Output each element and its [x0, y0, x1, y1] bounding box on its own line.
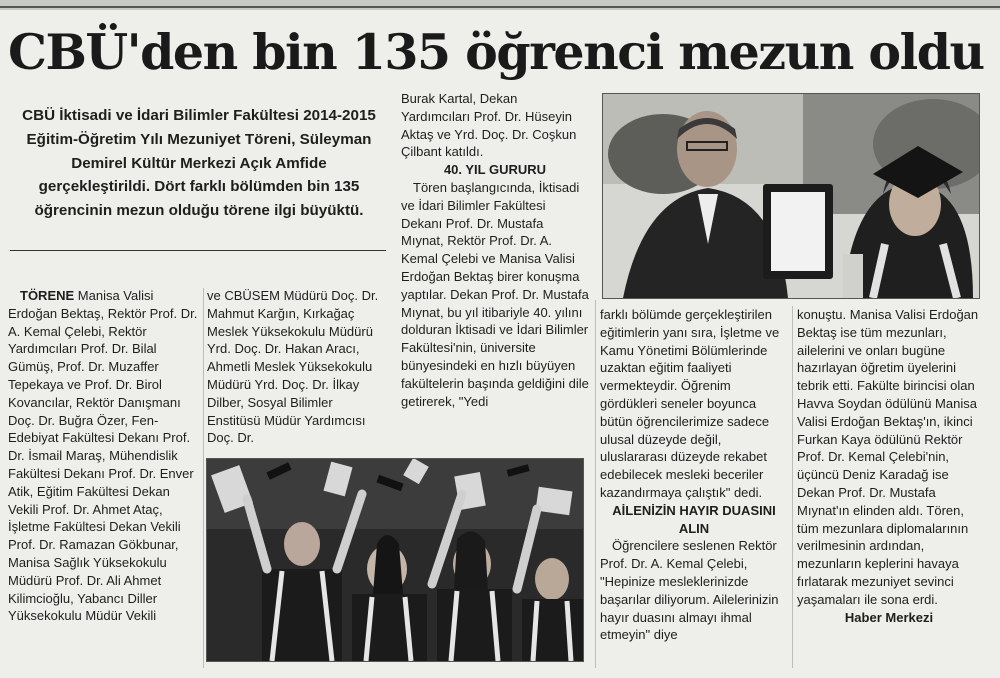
column-3-text-1: Burak Kartal, Dekan Yardımcıları Prof. Dr. Hüseyin Aktaş ve Yrd. Doç. Dr. Coşkun Çilbant katıldı.: [401, 91, 577, 160]
article-column-4: [600, 306, 788, 644]
graduates-photo: [206, 458, 584, 662]
column-1-text: Manisa Valisi Erdoğan Bektaş, Rektör Prof. Dr. A. Kemal Çelebi, Rektör Yardımcıları Prof. Dr. Bilal Gümüş, Prof. Dr. Muzaffer Tepekaya ve Prof. Dr. Birol Kovancılar, Rektör Danışmanı Doç. Dr. Buğra Özer, Fen-Edebiyat Fakültesi Dekanı Prof. Dr. İsmail Maraş, Mühendislik Fakültesi Dekanı Prof. Dr. Enver Atik, Eğitim Fakültesi Dekan Vekili Prof. Dr. Ahmet Ataç, İşletme Fakültesi Dekan Vekili Prof. Dr. Ramazan Gökbunar, Manisa Sağlık Yüksekokulu Müdürü Prof. Dr. Ali Ahmet Kilimcioğlu, Yabancı Diller Yüksekokulu Müdür Vekili: [8, 288, 198, 624]
column-3-text-2: Tören başlangıcında, İktisadi ve İdari Bilimler Fakültesi Dekanı Prof. Dr. Mustafa Mıynat, Rektör Prof. Dr. A. Kemal Çelebi ve Manisa Valisi Erdoğan Bektaş birer konuşma yaptılar. Dekan Prof. Dr. Mustafa Mıynat, bu yıl itibariyle 40. yılını dolduran İktisadi ve İdari Bilimler Fakültesi'nin, üniversite bünyesindeki en hızlı büyüyen fakültelerin başında geldiğini dile getirerek, "Yedi: [401, 179, 589, 409]
column-kicker: TÖRENE: [20, 288, 75, 303]
lead-divider: [10, 250, 386, 251]
column-2-text: ve CBÜSEM Müdürü Doç. Dr. Mahmut Karğın, Kırkağaç Meslek Yüksekokulu Müdürü Yrd. Doç. Dr. Hakan Aracı, Ahmetli Meslek Yüksekokulu Müdürü Yrd. Doç. Dr. İlkay Dilber, Sosyal Bilimler Enstitüsü Müdür Yardımcısı Doç. Dr.: [207, 288, 379, 446]
byline: Haber Merkezi: [844, 609, 934, 625]
subhead-40-yil: 40. YIL GURURU: [443, 162, 547, 178]
top-rule: [0, 0, 1000, 10]
article-column-5: [797, 306, 981, 626]
article-column-1: [8, 287, 200, 625]
subhead-ailenizin: AİLENİZİN HAYIR DUASINI ALIN: [612, 502, 776, 536]
column-divider: [792, 306, 793, 668]
column-divider: [595, 300, 596, 668]
award-ceremony-photo: [602, 93, 980, 299]
headline: CBÜ'den bin 135 öğrenci mezun oldu: [8, 23, 984, 81]
article-column-2: [207, 287, 387, 447]
column-5-text: konuştu. Manisa Valisi Erdoğan Bektaş ise tüm mezunları, ailelerini ve onları bugüne hazırlayan öğretim üyelerini tebrik etti. Fakülte birincisi olan Havva Soydan ödülünü Manisa Valisi Erdoğan Bektaş'ın, ikinci Furkan Kaya ödülünü Rektör Prof. Dr. Kemal Çelebi'nin, üçüncü Deniz Karadağ ise Dekan Prof. Dr. Mustafa Mıynat'ın elinden aldı. Tören, tüm mezunlara diplomalarının verilmesinin ardından, mezunların keplerini havaya fırlatarak mezuniyet sevinci yaşamaları ile sona erdi.: [797, 307, 979, 607]
lead-paragraph: CBÜ İktisadi ve İdari Bilimler Fakültesi 2014-2015 Eğitim-Öğretim Yılı Mezuniyet Töreni, Süleyman Demirel Kültür Merkezi Açık Amfide gerçekleştirildi. Dört farklı bölümden bin 135 öğrencinin mezun olduğu törene ilgi büyüktü.: [22, 107, 376, 220]
column-divider: [203, 288, 204, 668]
column-4-text-1: farklı bölümde gerçekleştirilen eğitimlerin yanı sıra, İşletme ve Kamu Yönetimi Bölümlerinde uzaktan eğitim faaliyeti vermekteydir. Öğrenim gördükleri seneler boyunca bütün öğrencilerimize sadece ulusal düzeyde değil, uluslararası düzeyde rekabet edebilecek mesleki beceriler kazandırmaya çalıştık" dedi.: [600, 307, 780, 500]
column-4-text-2: Öğrencilere seslenen Rektör Prof. Dr. A. Kemal Çelebi, "Hepinize mesleklerinizde başarılar diliyorum. Ailelerinizin hayır duasını almayı ihmal etmeyin" diye: [600, 538, 779, 643]
article-column-3: [401, 90, 589, 410]
